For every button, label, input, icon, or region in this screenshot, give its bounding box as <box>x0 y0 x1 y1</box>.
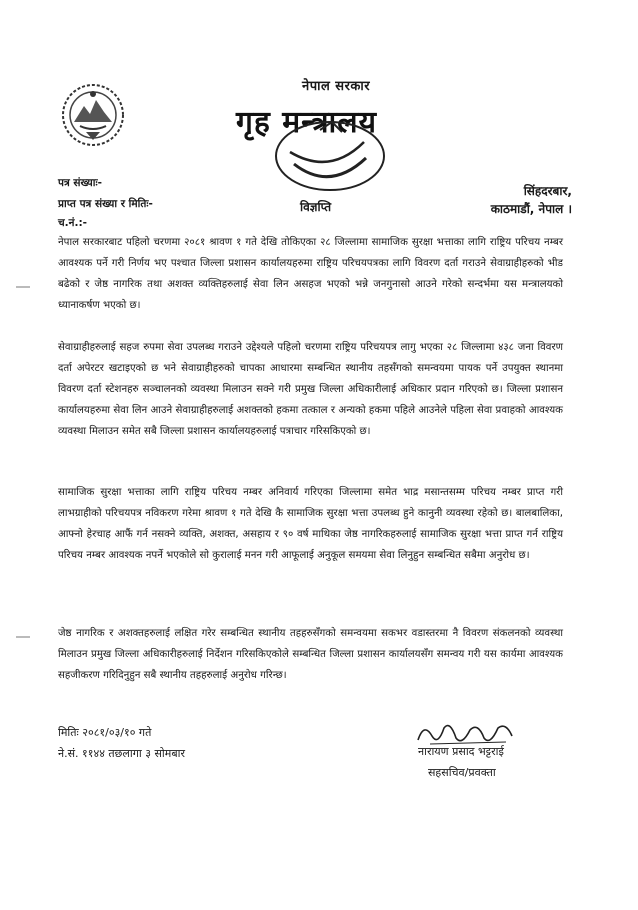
issue-date: मितिः २०८१/०३/१० गते <box>58 726 152 739</box>
letter-number-label: पत्र संख्याः- <box>58 177 102 189</box>
address-line-2: काठमाडौं, नेपाल । <box>490 202 572 216</box>
ministry-title: गृह मन्त्रालय <box>236 105 378 140</box>
paragraph-1: नेपाल सरकारबाट पहिलो चरणमा २०८१ श्रावण १ गते देखि तोकिएका २८ जिल्लामा सामाजिक सुरक्षा भत्ताका लागि राष्ट्रिय परिचय नम्बर आवश्यक पर्ने गरी निर्णय भए पश्चात जिल्ला प्रशासन कार्यालयहरुमा राष्ट्रिय परिचयपत्रका लागि विवरण दर्ता गराउने सेवाग्राहीहरुको भीड बढेको र जेष्ठ नागरिक तथा अशक्त व्यक्तिहरुलाई सेवा लिन असहज भएको भन्ने जनगुनासो आउने गरेको सन्दर्भमा यस मन्त्रालयको ध्यानाकर्षण भएको छ। <box>58 237 563 311</box>
paragraph-2: सेवाग्राहीहरुलाई सहज रुपमा सेवा उपलब्ध गराउने उद्देश्यले पहिलो चरणमा राष्ट्रिय परिचयपत्र लागु भएका २८ जिल्लामा ४३८ जना विवरण दर्ता अपेरटर खटाइएको छ भने सेवाग्राहीहरुको चापका आधारमा सम्बन्धित स्थानीय तहसँगको समन्वयमा पायक पर्ने उपयुक्त स्थानमा विवरण दर्ता स्टेशनहरु सञ्चालनको व्यवस्था मिलाउन सक्ने गरी प्रमुख जिल्ला अधिकारीलाई अधिकार प्रदान गरिएको छ। जिल्ला प्रशासन कार्यालयहरुमा सेवा लिन आउने सेवाग्राहीहरुलाई अशक्तको हकमा तत्काल र अन्यको हकमा पहिले आउनेले पहिला सेवा प्रवाहको आवश्यक व्यवस्था मिलाउन समेत सबै जिल्ला प्रशासन कार्यालयहरुलाई पत्राचार गरिसकिएको छ। <box>58 342 563 437</box>
government-title: नेपाल सरकार <box>302 79 371 94</box>
nepal-sambat-date: ने.सं. ११४४ तछलागा ३ सोमबार <box>58 747 185 760</box>
dispatch-number-label: च.नं.:- <box>58 217 88 229</box>
margin-mark <box>16 286 30 288</box>
signer-name: नारायण प्रसाद भट्टराई <box>418 745 504 758</box>
paragraph-4: जेष्ठ नागरिक र अशक्तहरुलाई लक्षित गरेर सम्बन्धित स्थानीय तहहरुसँगको समन्वयमा सकभर वडास्तरमा नै विवरण संकलनको व्यवस्था मिलाउन प्रमुख जिल्ला अधिकारीहरुलाई निर्देशन गरिसकिएकोले सम्बन्धित जिल्ला प्रशासन कार्यालयसँग समन्वय गरी यस कार्यमा आवश्यक सहजीकरण गरिदिनुहुन सबै स्थानीय तहहरुलाई अनुरोध गरिन्छ। <box>58 628 563 681</box>
received-letter-label: प्राप्त पत्र संख्या र मितिः- <box>58 198 153 210</box>
signer-title: सहसचिव/प्रवक्ता <box>428 766 496 779</box>
official-stamp <box>272 118 388 198</box>
address-line-1: सिंहदरबार, <box>523 184 572 198</box>
margin-mark <box>16 636 30 638</box>
notice-heading: विज्ञप्ति <box>300 200 332 214</box>
nepal-emblem-icon <box>60 82 126 148</box>
paragraph-3: सामाजिक सुरक्षा भत्ताका लागि राष्ट्रिय परिचय नम्बर अनिवार्य गरिएका जिल्लामा समेत भाद्र मसान्तसम्म परिचय नम्बर प्राप्त गरी लाभग्राहीको परिचयपत्र नविकरण गरेमा श्रावण १ गते देखि कै सामाजिक सुरक्षा भत्ता उपलब्ध हुने कानुनी व्यवस्था रहेको छ। बालबालिका, आफ्नो हेरचाह आफैं गर्न नसक्ने व्यक्ति, अशक्त, असहाय र ९० वर्ष माथिका जेष्ठ नागरिकहरुलाई सामाजिक सुरक्षा भत्ता प्राप्त गर्न राष्ट्रिय परिचय नम्बर आवश्यक नपर्ने भएकोले सो कुरालाई मनन गरी आफूलाई अनुकूल समयमा सेवा लिनुहुन सम्बन्धित सबैमा अनुरोध छ। <box>58 487 563 561</box>
